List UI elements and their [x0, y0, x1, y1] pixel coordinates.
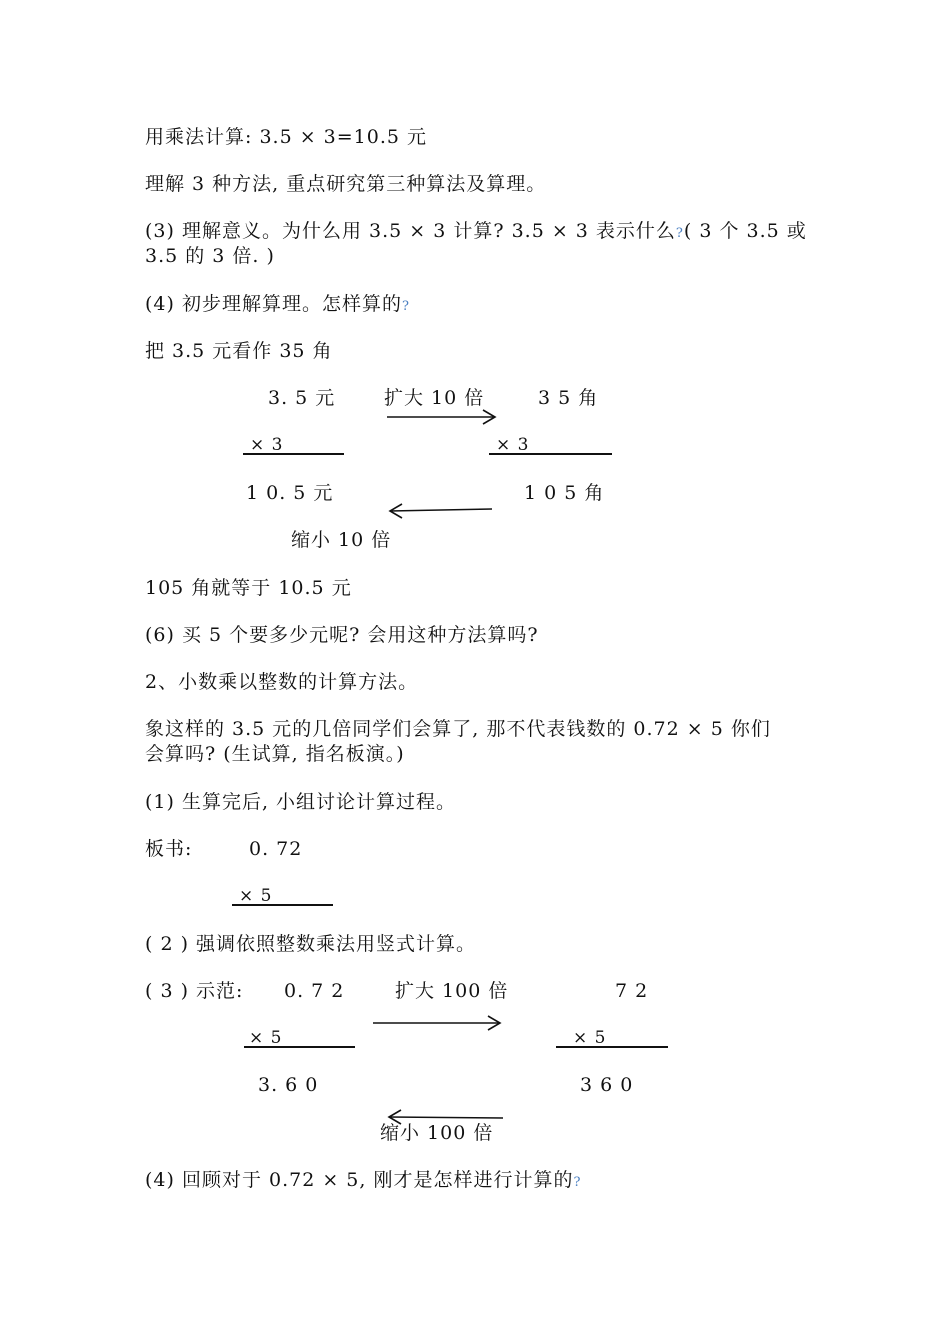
meaning-text: (3) 理解意义。为什么用 3.5 × 3 计算? 3.5 × 3 表示什么	[145, 220, 676, 242]
calc3-label: ( 3 ) 示范:	[145, 980, 244, 1002]
line-buy-five: (6) 买 5 个要多少元呢? 会用这种方法算吗?	[145, 624, 539, 646]
calc3-arrow-right-icon	[373, 1016, 500, 1030]
line-like-this-cont: 会算吗? (生试算, 指名板演。)	[145, 743, 405, 765]
calc1-top-left: 3. 5 元	[268, 387, 336, 409]
calc3-mult-left: × 5	[249, 1028, 283, 1048]
calc3-top-left: 0. 7 2	[284, 980, 345, 1002]
calc1-arrow-right-label: 扩大 10 倍	[384, 387, 485, 409]
question-mark: ?	[573, 1175, 582, 1190]
calc1-result-left: 1 0. 5 元	[246, 482, 334, 504]
calc1-top-right: 3 5 角	[538, 387, 599, 409]
line-three-methods: 理解 3 种方法, 重点研究第三种算法及算理。	[145, 173, 547, 195]
line-treat-as-jiao: 把 3.5 元看作 35 角	[145, 340, 333, 362]
calc2-mult: × 5	[239, 886, 273, 906]
line-section-2: 2、小数乘以整数的计算方法。	[145, 671, 419, 693]
calc3-arrow-right-label: 扩大 100 倍	[395, 980, 509, 1002]
meaning-answer: ( 3 个 3.5 或	[683, 220, 807, 242]
calc1-arrow-left-label: 缩小 10 倍	[291, 529, 392, 551]
calc3-result-right: 3 6 0	[580, 1074, 634, 1096]
calc2-top: 0. 72	[249, 838, 303, 860]
calc1-arrow-right-icon	[387, 410, 495, 424]
calc3-arrow-left-icon	[389, 1110, 503, 1124]
calc1-result-right: 1 0 5 角	[524, 482, 605, 504]
calc1-arrow-left-icon	[390, 504, 492, 518]
calc3-arrow-left-label: 缩小 100 倍	[380, 1122, 494, 1144]
line-discussion: (1) 生算完后, 小组讨论计算过程。	[145, 791, 457, 813]
calc3-result-left: 3. 6 0	[258, 1074, 319, 1096]
principle-text: (4) 初步理解算理。怎样算的	[145, 293, 402, 315]
question-mark: ?	[401, 299, 410, 314]
calc1-mult-left: × 3	[250, 435, 284, 455]
review-text: (4) 回顾对于 0.72 × 5, 刚才是怎样进行计算的	[145, 1169, 574, 1191]
line-equals: 105 角就等于 10.5 元	[145, 577, 352, 599]
line-meaning-cont: 3.5 的 3 倍. )	[145, 245, 275, 267]
calc2-label: 板书:	[145, 838, 193, 860]
calc1-mult-right: × 3	[496, 435, 530, 455]
line-emphasize: ( 2 ) 强调依照整数乘法用竖式计算。	[145, 933, 477, 955]
calc3-mult-right: × 5	[573, 1028, 607, 1048]
line-multiplication: 用乘法计算: 3.5 × 3=10.5 元	[145, 126, 428, 148]
calc3-top-right: 7 2	[615, 980, 649, 1002]
question-mark: ?	[675, 226, 684, 241]
line-like-this: 象这样的 3.5 元的几倍同学们会算了, 那不代表钱数的 0.72 × 5 你们	[145, 718, 771, 740]
